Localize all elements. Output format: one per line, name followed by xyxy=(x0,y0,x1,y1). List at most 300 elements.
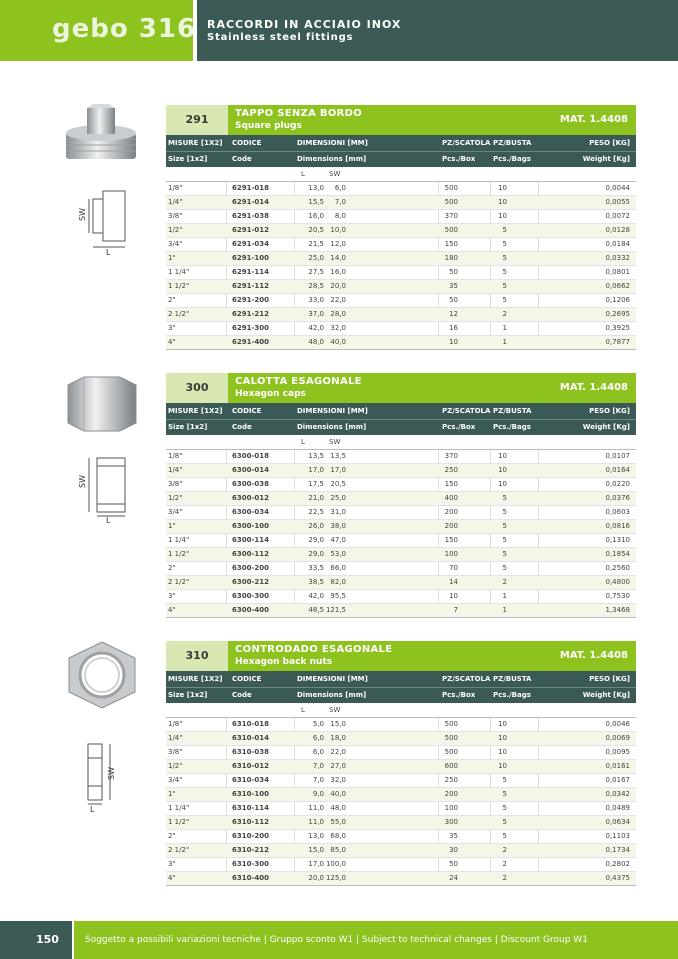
table-header xyxy=(166,135,636,167)
size-cell: 3/4" xyxy=(168,240,183,248)
code-cell: 6310-100 xyxy=(232,790,269,798)
length-cell: 13,0 xyxy=(308,184,324,192)
sw-cell: 85,0 xyxy=(330,846,346,854)
product-section-291 xyxy=(166,105,636,350)
product-name-it: TAPPO SENZA BORDO xyxy=(235,108,363,119)
sw-cell: 48,0 xyxy=(330,804,346,812)
code-cell: 6291-014 xyxy=(232,198,269,206)
section-title-bar xyxy=(166,641,636,671)
column-header-dim-en: Dimensions [mm] xyxy=(297,155,367,163)
length-cell: 13,0 xyxy=(308,832,324,840)
pcs-bag-cell: 5 xyxy=(502,240,507,248)
pcs-bag-cell: 5 xyxy=(502,536,507,544)
length-cell: 11,0 xyxy=(308,804,324,812)
sw-dimension-label: SW xyxy=(78,208,87,221)
hexagon-nut-photo xyxy=(62,640,142,710)
pcs-bag-cell: 5 xyxy=(502,564,507,572)
code-cell: 6291-034 xyxy=(232,240,269,248)
length-cell: 6,0 xyxy=(312,734,324,742)
pcs-box-cell: 400 xyxy=(444,494,458,502)
l-dimension-label: L xyxy=(106,248,111,255)
code-cell: 6300-018 xyxy=(232,452,269,460)
length-cell: 15,5 xyxy=(308,198,324,206)
brand-logo: gebo 316 xyxy=(52,14,197,44)
column-header-dim: DIMENSIONI [MM] xyxy=(297,675,368,683)
column-header-bag-en: Pcs./Bags xyxy=(493,423,531,431)
size-cell: 4" xyxy=(168,874,176,882)
column-header-bag-en: Pcs./Bags xyxy=(493,155,531,163)
table-row xyxy=(166,519,636,533)
pcs-box-cell: 150 xyxy=(444,240,458,248)
length-cell: 6,0 xyxy=(312,748,324,756)
code-cell: 6291-212 xyxy=(232,310,269,318)
pcs-box-cell: 250 xyxy=(444,466,458,474)
size-cell: 1 1/4" xyxy=(168,268,190,276)
table-row xyxy=(166,491,636,505)
sw-cell: 17,0 xyxy=(330,466,346,474)
weight-cell: 0,7530 xyxy=(605,592,630,600)
weight-cell: 0,0376 xyxy=(605,494,630,502)
length-cell: 42,0 xyxy=(308,592,324,600)
column-header-code-en: Code xyxy=(232,423,252,431)
size-cell: 1/2" xyxy=(168,762,183,770)
pcs-box-cell: 14 xyxy=(449,578,458,586)
weight-cell: 0,1206 xyxy=(605,296,630,304)
weight-cell: 0,0095 xyxy=(605,748,630,756)
table-row xyxy=(166,237,636,251)
pcs-bag-cell: 5 xyxy=(502,832,507,840)
code-cell: 6310-212 xyxy=(232,846,269,854)
table-row xyxy=(166,857,636,871)
sw-cell: 22,0 xyxy=(330,748,346,756)
code-cell: 6300-012 xyxy=(232,494,269,502)
pcs-box-cell: 370 xyxy=(444,452,458,460)
weight-cell: 0,7877 xyxy=(605,338,630,346)
code-cell: 6291-400 xyxy=(232,338,269,346)
weight-cell: 0,0128 xyxy=(605,226,630,234)
length-cell: 21,0 xyxy=(308,494,324,502)
sw-cell: 40,0 xyxy=(330,338,346,346)
pcs-bag-cell: 1 xyxy=(502,606,507,614)
code-cell: 6310-300 xyxy=(232,860,269,868)
length-cell: 5,0 xyxy=(312,720,324,728)
length-cell: 29,0 xyxy=(308,550,324,558)
size-cell: 3/4" xyxy=(168,508,183,516)
product-name-it: CONTRODADO ESAGONALE xyxy=(235,644,393,655)
pcs-box-cell: 300 xyxy=(444,818,458,826)
length-cell: 7,0 xyxy=(312,776,324,784)
sw-dimension-label: SW xyxy=(78,475,87,488)
weight-cell: 0,2560 xyxy=(605,564,630,572)
section-title-bar xyxy=(166,105,636,135)
footer-text: Soggetto a possibili variazioni tecniche | Gruppo sconto W1 | Subject to technical changes | Discount Group W1 xyxy=(85,935,588,945)
pcs-bag-cell: 5 xyxy=(502,268,507,276)
dimension-sw-header: SW xyxy=(329,170,341,178)
column-header-code: CODICE xyxy=(232,407,262,415)
column-header-dim: DIMENSIONI [MM] xyxy=(297,407,368,415)
sw-cell: 95,5 xyxy=(330,592,346,600)
pcs-box-cell: 30 xyxy=(449,846,458,854)
pcs-box-cell: 10 xyxy=(449,338,458,346)
code-cell: 6300-212 xyxy=(232,578,269,586)
table-row xyxy=(166,293,636,307)
table-row xyxy=(166,589,636,603)
sw-cell: 28,0 xyxy=(330,310,346,318)
pcs-box-cell: 24 xyxy=(449,874,458,882)
weight-cell: 0,0069 xyxy=(605,734,630,742)
code-cell: 6300-400 xyxy=(232,606,269,614)
size-cell: 1/2" xyxy=(168,226,183,234)
pcs-box-cell: 70 xyxy=(449,564,458,572)
weight-cell: 0,0044 xyxy=(605,184,630,192)
size-cell: 3/4" xyxy=(168,776,183,784)
length-cell: 20,5 xyxy=(308,226,324,234)
length-cell: 15,0 xyxy=(308,846,324,854)
size-cell: 2" xyxy=(168,564,176,572)
sw-cell: 82,0 xyxy=(330,578,346,586)
code-cell: 6300-112 xyxy=(232,550,269,558)
length-cell: 33,5 xyxy=(308,564,324,572)
column-header-bag: PZ/BUSTA xyxy=(493,407,532,415)
table-row xyxy=(166,603,636,617)
length-cell: 33,0 xyxy=(308,296,324,304)
sw-cell: 40,0 xyxy=(330,790,346,798)
pcs-bag-cell: 10 xyxy=(498,480,507,488)
sw-cell: 18,0 xyxy=(330,734,346,742)
product-name-en: Hexagon caps xyxy=(235,389,306,399)
table-row xyxy=(166,477,636,491)
size-cell: 1/4" xyxy=(168,466,183,474)
pcs-bag-cell: 1 xyxy=(502,338,507,346)
weight-cell: 1,3468 xyxy=(605,606,630,614)
code-cell: 6291-112 xyxy=(232,282,269,290)
code-cell: 6310-012 xyxy=(232,762,269,770)
pcs-bag-cell: 1 xyxy=(502,592,507,600)
size-cell: 3" xyxy=(168,860,176,868)
code-cell: 6291-100 xyxy=(232,254,269,262)
table-body xyxy=(166,718,636,886)
length-cell: 21,5 xyxy=(308,240,324,248)
size-cell: 1/8" xyxy=(168,452,183,460)
table-row xyxy=(166,450,636,463)
pcs-bag-cell: 5 xyxy=(502,494,507,502)
table-row xyxy=(166,745,636,759)
column-header-box-en: Pcs./Box xyxy=(442,155,476,163)
dimension-subheader xyxy=(166,435,636,450)
square-plug-photo xyxy=(62,103,142,173)
weight-cell: 0,0046 xyxy=(605,720,630,728)
square-plug-drawing xyxy=(75,185,135,255)
sw-cell: 25,0 xyxy=(330,494,346,502)
column-header-bag-en: Pcs./Bags xyxy=(493,691,531,699)
weight-cell: 0,0332 xyxy=(605,254,630,262)
weight-cell: 0,0107 xyxy=(605,452,630,460)
dimension-subheader xyxy=(166,703,636,718)
pcs-box-cell: 600 xyxy=(444,762,458,770)
code-cell: 6291-300 xyxy=(232,324,269,332)
table-row xyxy=(166,209,636,223)
length-cell: 48,0 xyxy=(308,338,324,346)
sw-cell: 31,0 xyxy=(330,508,346,516)
pcs-bag-cell: 5 xyxy=(502,804,507,812)
sw-cell: 100,0 xyxy=(325,860,346,868)
pcs-box-cell: 370 xyxy=(444,212,458,220)
table-row xyxy=(166,731,636,745)
code-cell: 6291-018 xyxy=(232,184,269,192)
pcs-bag-cell: 10 xyxy=(498,734,507,742)
size-cell: 1 1/2" xyxy=(168,550,190,558)
column-header-code: CODICE xyxy=(232,675,262,683)
pcs-box-cell: 500 xyxy=(444,198,458,206)
size-cell: 1 1/2" xyxy=(168,818,190,826)
article-number: 300 xyxy=(166,373,228,403)
size-cell: 2" xyxy=(168,296,176,304)
length-cell: 42,0 xyxy=(308,324,324,332)
size-cell: 1" xyxy=(168,522,176,530)
size-cell: 3/8" xyxy=(168,480,183,488)
table-header-row-it xyxy=(166,672,636,687)
pcs-box-cell: 150 xyxy=(444,480,458,488)
pcs-box-cell: 180 xyxy=(444,254,458,262)
sw-cell: 53,0 xyxy=(330,550,346,558)
column-header-box: PZ/SCATOLA xyxy=(442,139,491,147)
table-row xyxy=(166,335,636,349)
table-row xyxy=(166,718,636,731)
l-dimension-label: L xyxy=(106,516,111,524)
column-header-dim-en: Dimensions [mm] xyxy=(297,423,367,431)
dimension-l-header: L xyxy=(301,438,305,446)
size-cell: 1/4" xyxy=(168,198,183,206)
pcs-box-cell: 200 xyxy=(444,790,458,798)
sw-cell: 16,0 xyxy=(330,268,346,276)
code-cell: 6310-014 xyxy=(232,734,269,742)
column-header-weight: PESO [KG] xyxy=(589,675,630,683)
sw-cell: 22,0 xyxy=(330,296,346,304)
table-row xyxy=(166,871,636,885)
table-header-row-it xyxy=(166,404,636,419)
article-number: 291 xyxy=(166,105,228,135)
section-title-bar xyxy=(166,373,636,403)
code-cell: 6300-300 xyxy=(232,592,269,600)
length-cell: 20,0 xyxy=(308,874,324,882)
table-body xyxy=(166,450,636,618)
pcs-bag-cell: 10 xyxy=(498,762,507,770)
pcs-box-cell: 200 xyxy=(444,508,458,516)
column-header-box-en: Pcs./Box xyxy=(442,691,476,699)
column-header-dim: DIMENSIONI [MM] xyxy=(297,139,368,147)
table-row xyxy=(166,801,636,815)
code-cell: 6300-200 xyxy=(232,564,269,572)
pcs-bag-cell: 5 xyxy=(502,296,507,304)
pcs-box-cell: 50 xyxy=(449,296,458,304)
code-cell: 6310-038 xyxy=(232,748,269,756)
dimension-sw-header: SW xyxy=(329,438,341,446)
pcs-box-cell: 100 xyxy=(444,550,458,558)
size-cell: 1/8" xyxy=(168,720,183,728)
sw-cell: 32,0 xyxy=(330,776,346,784)
column-header-size: MISURE [1X2] xyxy=(168,675,223,683)
code-cell: 6300-038 xyxy=(232,480,269,488)
size-cell: 1" xyxy=(168,790,176,798)
table-header xyxy=(166,671,636,703)
weight-cell: 0,3925 xyxy=(605,324,630,332)
pcs-box-cell: 35 xyxy=(449,282,458,290)
table-row xyxy=(166,279,636,293)
sw-cell: 10,0 xyxy=(330,226,346,234)
size-cell: 4" xyxy=(168,338,176,346)
pcs-bag-cell: 10 xyxy=(498,452,507,460)
pcs-bag-cell: 5 xyxy=(502,508,507,516)
table-row xyxy=(166,182,636,195)
weight-cell: 0,0801 xyxy=(605,268,630,276)
sw-cell: 6,0 xyxy=(334,184,346,192)
table-row xyxy=(166,307,636,321)
material-label: MAT. 1.4408 xyxy=(559,382,628,393)
size-cell: 2" xyxy=(168,832,176,840)
sw-cell: 7,0 xyxy=(334,198,346,206)
pcs-bag-cell: 5 xyxy=(502,550,507,558)
length-cell: 17,0 xyxy=(308,466,324,474)
column-header-size: MISURE [1X2] xyxy=(168,407,223,415)
size-cell: 1 1/4" xyxy=(168,804,190,812)
length-cell: 27,5 xyxy=(308,268,324,276)
code-cell: 6310-114 xyxy=(232,804,269,812)
sw-dimension-label: SW xyxy=(107,767,116,780)
pcs-box-cell: 16 xyxy=(449,324,458,332)
table-row xyxy=(166,223,636,237)
pcs-bag-cell: 2 xyxy=(502,860,507,868)
pcs-bag-cell: 5 xyxy=(502,776,507,784)
pcs-bag-cell: 5 xyxy=(502,226,507,234)
table-row xyxy=(166,195,636,209)
length-cell: 25,0 xyxy=(308,254,324,262)
pcs-bag-cell: 5 xyxy=(502,254,507,262)
length-cell: 28,5 xyxy=(308,282,324,290)
size-cell: 1/2" xyxy=(168,494,183,502)
weight-cell: 0,0161 xyxy=(605,762,630,770)
code-cell: 6310-018 xyxy=(232,720,269,728)
table-row xyxy=(166,561,636,575)
column-header-weight: PESO [KG] xyxy=(589,139,630,147)
page-number: 150 xyxy=(36,933,59,946)
weight-cell: 0,0342 xyxy=(605,790,630,798)
table-row xyxy=(166,251,636,265)
weight-cell: 0,0634 xyxy=(605,818,630,826)
table-row xyxy=(166,547,636,561)
weight-cell: 0,0164 xyxy=(605,466,630,474)
length-cell: 16,0 xyxy=(308,212,324,220)
column-header-box: PZ/SCATOLA xyxy=(442,407,491,415)
page-title: RACCORDI IN ACCIAIO INOX xyxy=(207,18,402,31)
column-header-code: CODICE xyxy=(232,139,262,147)
pcs-bag-cell: 5 xyxy=(502,790,507,798)
pcs-bag-cell: 10 xyxy=(498,184,507,192)
weight-cell: 0,0055 xyxy=(605,198,630,206)
column-header-size-en: Size [1x2] xyxy=(168,423,208,431)
hexagon-cap-drawing xyxy=(75,452,135,524)
weight-cell: 0,1854 xyxy=(605,550,630,558)
l-dimension-label: L xyxy=(90,805,95,814)
sw-cell: 125,0 xyxy=(325,874,346,882)
pcs-box-cell: 250 xyxy=(444,776,458,784)
weight-cell: 0,0167 xyxy=(605,776,630,784)
product-name-en: Square plugs xyxy=(235,121,302,131)
code-cell: 6291-012 xyxy=(232,226,269,234)
table-row xyxy=(166,321,636,335)
sw-cell: 32,0 xyxy=(330,324,346,332)
table-header-row-it xyxy=(166,136,636,151)
length-cell: 9,0 xyxy=(312,790,324,798)
code-cell: 6310-400 xyxy=(232,874,269,882)
pcs-bag-cell: 5 xyxy=(502,282,507,290)
size-cell: 2 1/2" xyxy=(168,846,190,854)
sw-cell: 66,0 xyxy=(330,564,346,572)
pcs-bag-cell: 5 xyxy=(502,818,507,826)
product-name-it: CALOTTA ESAGONALE xyxy=(235,376,362,387)
pcs-box-cell: 150 xyxy=(444,536,458,544)
column-header-weight-en: Weight [Kg] xyxy=(582,155,630,163)
pcs-bag-cell: 1 xyxy=(502,324,507,332)
sw-cell: 20,5 xyxy=(330,480,346,488)
table-row xyxy=(166,533,636,547)
length-cell: 48,5 xyxy=(308,606,324,614)
length-cell: 22,5 xyxy=(308,508,324,516)
weight-cell: 0,0816 xyxy=(605,522,630,530)
page-subtitle: Stainless steel fittings xyxy=(207,32,354,43)
code-cell: 6300-034 xyxy=(232,508,269,516)
sw-cell: 20,0 xyxy=(330,282,346,290)
pcs-bag-cell: 2 xyxy=(502,846,507,854)
dimension-sw-header: SW xyxy=(329,706,341,714)
sw-cell: 55,0 xyxy=(330,818,346,826)
pcs-box-cell: 50 xyxy=(449,268,458,276)
code-cell: 6291-114 xyxy=(232,268,269,276)
table-header-row-en xyxy=(166,151,636,167)
length-cell: 29,0 xyxy=(308,536,324,544)
product-section-310 xyxy=(166,641,636,886)
table-row xyxy=(166,505,636,519)
pcs-box-cell: 200 xyxy=(444,522,458,530)
length-cell: 26,0 xyxy=(308,522,324,530)
sw-cell: 121,5 xyxy=(325,606,346,614)
length-cell: 13,5 xyxy=(308,452,324,460)
article-number: 310 xyxy=(166,641,228,671)
pcs-box-cell: 500 xyxy=(444,184,458,192)
sw-cell: 47,0 xyxy=(330,536,346,544)
table-row xyxy=(166,843,636,857)
column-header-size-en: Size [1x2] xyxy=(168,155,208,163)
table-header-row-en xyxy=(166,419,636,435)
weight-cell: 0,2802 xyxy=(605,860,630,868)
table-row xyxy=(166,773,636,787)
code-cell: 6310-112 xyxy=(232,818,269,826)
sw-cell: 27,0 xyxy=(330,762,346,770)
pcs-bag-cell: 10 xyxy=(498,198,507,206)
weight-cell: 0,1103 xyxy=(605,832,630,840)
column-header-weight-en: Weight [Kg] xyxy=(582,691,630,699)
pcs-box-cell: 500 xyxy=(444,720,458,728)
code-cell: 6310-200 xyxy=(232,832,269,840)
pcs-bag-cell: 2 xyxy=(502,310,507,318)
table-header-row-en xyxy=(166,687,636,703)
pcs-bag-cell: 5 xyxy=(502,522,507,530)
sw-cell: 8,0 xyxy=(334,212,346,220)
pcs-box-cell: 12 xyxy=(449,310,458,318)
size-cell: 1 1/2" xyxy=(168,282,190,290)
pcs-bag-cell: 10 xyxy=(498,720,507,728)
weight-cell: 0,4800 xyxy=(605,578,630,586)
column-header-box: PZ/SCATOLA xyxy=(442,675,491,683)
